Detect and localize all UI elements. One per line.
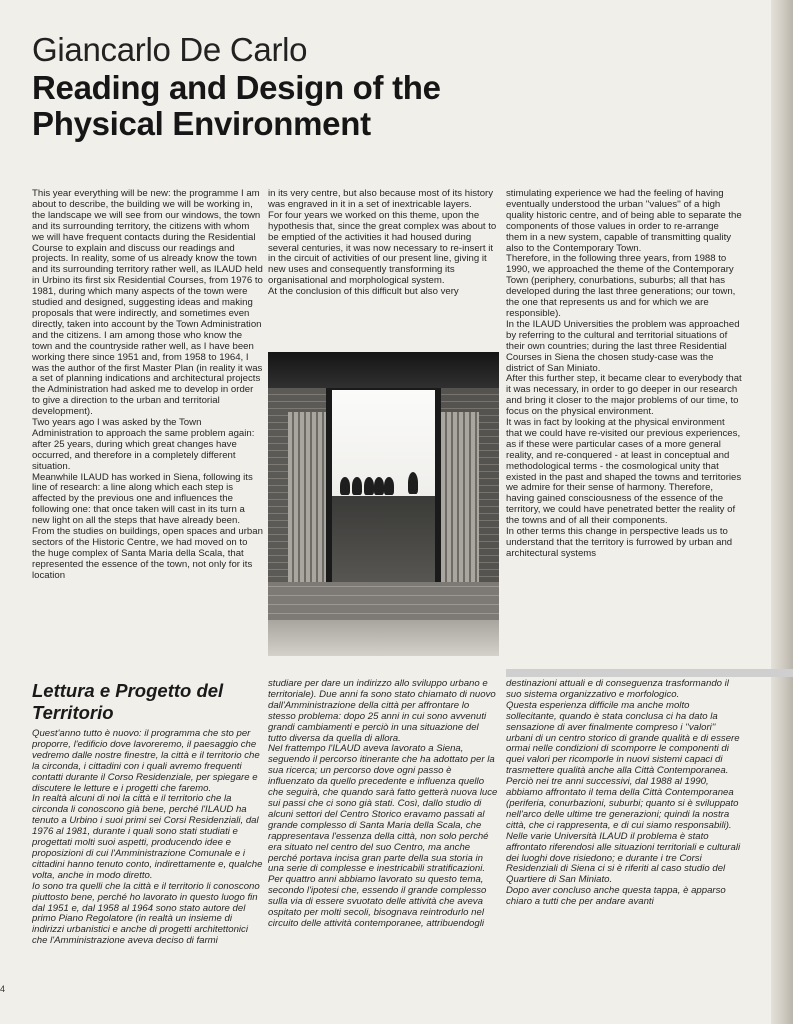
paragraph: In the ILAUD Universities the problem was approached by referring to the cultural and territorial situations of their own countries; during the last three Residential Courses in Siena the chosen study-case was the district of San Miniato. [506,318,740,374]
paragraph: This year everything will be new: the programme I am about to describe, the building we will be working in, the landscape we will see from our windows, the town and its surrounding territory, the citizens with whom we will have frequent contacts during the Residential Course to explain and discuss our readings and projects. In reality, some of us already know the town and its surrounding territory rather well, as ILAUD held in Urbino its first six Residential Courses, from 1976 to 1981, during which many aspects of the town were studied and designed, suggesting ideas and making proposals that were indirectly, and sometimes even directly, taken into account by the Town Administration and the citizens. I am among those who know the town and the countryside rather well, as I have been working there since 1951 and, from 1958 to 1964, I was the author of the first Master Plan (in reality it was a set of planning indications and architectural projects the Administration had asked me to develop in order to give a direction to the urban and territorial development). [32,189,263,418]
paragraph: Dopo aver concluso anche questa tappa, è apparso chiaro a tutti che per andare avanti [506,885,726,908]
paragraph: in its very centre, but also because most of its history was engraved in it in a set of inextricable layers. [268,189,494,210]
italian-heading [32,680,263,724]
title-line-2: Physical Environment [32,105,371,142]
section-divider [506,669,793,677]
italian-heading-line-2: Territorio [32,702,114,723]
photo-tree [374,477,384,495]
photo-tree [340,477,350,495]
photo-tree [384,477,394,495]
paragraph: destinazioni attuali e di conseguenza trasformando il suo sistema organizzativo e morfologico. [506,679,729,700]
paragraph: Nel frattempo l'ILAUD aveva lavorato a Siena, seguendo il percorso itinerante che ha adottato per la sua ricerca; un percorso dove ogni passo è influenzato da quello precedente e influenza quello che seguirà, che quando sarà fatto getterà nuova luce sui passi che ci sono già stati. Così, dallo studio di alcuni settori del Centro Storico eravamo passati al grande complesso di Santa Maria della Scala, che rappresentava l'essenza della città, non solo perché era situato nel centro del suo Centro, ma anche perché portava incisa gran parte della sua storia in una serie di complesse e inestricabili stratificazioni. [268,743,498,875]
paragraph: Questa esperienza difficile ma anche molto sollecitante, quando è stata conclusa ci ha dato la sensazione di aver finalmente compreso i ''valori'' urbani di un centro storico di grande qualità e di essere ormai nelle condizioni di scomporre le componenti di quei valori per ricomporle in nuovi sistemi capaci di trasmettere qualità anche alla Città Contemporanea. [506,699,740,777]
paragraph: Nelle varie Università ILAUD il problema è stato affrontato riferendosi alle situazioni territoriali e culturali dei luoghi dove risiedono; e durante i tre Corsi Residenziali di Siena ci si è riferiti al caso studio del Quartiere di San Miniato. [506,830,741,886]
paragraph: Two years ago I was asked by the Town Administration to approach the same problem again: after 25 years, during which great changes have occurred, and therefore in a completely different situation. [32,417,255,472]
page-edge-shadow [771,0,793,1024]
paragraph: In realtà alcuni di noi la città e il territorio che la circonda li conoscono già bene, perché l'ILAUD ha tenuto a Urbino i suoi primi sei Corsi Residenziali, dal 1976 al 1981, durante i quali sono stati studiati e progettati molti suoi aspetti, producendo idee e proposizioni di cui l'Amministrazione Comunale e i cittadini hanno tenuto conto, indirettamente e, qualche volta, anche in modo diretto. [32,793,263,881]
photo-field [332,496,435,586]
italian-heading-line-1: Lettura e Progetto del [32,680,224,701]
photo-pilaster-left [288,412,326,602]
photo-pilaster-right [441,412,479,602]
english-column-2 [268,189,499,349]
paragraph: stimulating experience we had the feeling of having eventually understood the urban ''values'' of a high quality historic centre, and of being able to separate the components of those values in order to re-arrange them in a new system, capable of transmitting quality also to the Contemporary Town. [506,189,742,254]
photo-lintel [268,352,499,388]
paragraph: At the conclusion of this difficult but also very [268,286,459,298]
title-line-1: Reading and Design of the [32,69,441,106]
paragraph: For four years we worked on this theme, upon the hypothesis that, since the great complex was about to be emptied of the activities it had housed during several centuries, it was now necessary to re-insert it in the circuit of activities of our present line, giving it new uses and consequently transforming its organisational and morphological system. [268,209,497,287]
paragraph: Therefore, in the following three years, from 1988 to 1990, we approached the theme of the Contemporary Town (periphery, conurbations, suburbs; all that has developed during the last three generations; our town, the one that represents us and for which we are responsible). [506,253,736,319]
author-name: Giancarlo De Carlo [32,31,308,68]
paragraph: In other terms this change in perspective leads us to understand that the territory is furrowed by urban and architectural systems [506,526,733,559]
english-column-1 [32,189,263,667]
paragraph: Quest'anno tutto è nuovo: il programma che sto per proporre, l'edificio dove lavoreremo, il paesaggio che vedremo dalle nostre finestre, la città e il territorio che la circonda, i cittadini con i quali avremo frequenti contatti durante il Corso Residenziale, per spiegare e discutere le letture e i progetti che faremo. [32,729,260,794]
photo-tree [352,477,362,495]
paragraph: studiare per dare un indirizzo allo sviluppo urbano e territoriale). Due anni fa sono stato chiamato di nuovo dall'Amministrazione della città per affrontare lo stesso problema: dopo 25 anni in cui sono avvenuti grandi cambiamenti e perciò in una situazione del tutto diversa da quella di allora. [268,679,496,744]
italian-column-2 [268,679,499,1016]
italian-column-3 [506,679,742,1016]
italian-column-1 [32,729,263,1016]
paragraph: Per quattro anni abbiamo lavorato su questo tema, secondo l'ipotesi che, essendo il grande complesso sulla via di essere svuotato delle attività che aveva ospitato per molti secoli, bisognava reintrodurlo nel circuito delle attività contemporanee, attribuendogli [268,874,487,929]
paragraph: Perciò nei tre anni successivi, dal 1988 al 1990, abbiamo affrontato il tema della Città Contemporanea (periferia, conurbazioni, suburbi; quanto si è sviluppato nell'arco delle ultime tre generazioni; quindi la nostra città, che ci rappresenta, e di cui siamo responsabili). [506,776,739,831]
article-header [32,30,732,142]
photo-ground [268,620,499,656]
photo-tree [408,472,418,494]
english-column-3 [506,189,742,667]
doorway-photograph [268,352,499,656]
paragraph: Meanwhile ILAUD has worked in Siena, following its line of research: a line along which each step is affected by the previous one and influences the following one: that once taken will cast in its turn a new light on all the steps that have already been. [32,471,253,527]
paragraph: After this further step, it became clear to everybody that it was necessary, in order to go deeper in our research and bring it closer to the major problems of our time, to focus on the physical environment. [506,373,742,418]
paragraph: From the studies on buildings, open spaces and urban sectors of the Historic Centre, we had moved on to the huge complex of Santa Maria della Scala, that represented the essence of the town, not only for its location [32,526,263,581]
photo-stone-base [268,582,499,622]
paragraph: It was in fact by looking at the physical environment that we could have re-visited our previous experiences, as if these were particular cases of a more general reality, and re-conquered - at least in conceptual and methodological terms - the cosmological unity that existed in the past and shaped the towns and territories we admire for their sense of harmony. Therefore, having gained consciousness of the essence of the territory, we could have penetrated better the reality of the towns and of all their components. [506,417,742,527]
page-number: 4 [0,984,6,994]
photo-tree [364,477,374,495]
paragraph: Io sono tra quelli che la città e il territorio li conoscono piuttosto bene, perché ho lavorato in questo luogo fin dal 1951 e, dal 1958 al 1964 sono stato autore del primo Piano Regolatore (in realtà un insieme di indirizzi urbanistici e anche di progetti architettonici che l'Amministrazione aveva deciso di farmi [32,880,260,947]
